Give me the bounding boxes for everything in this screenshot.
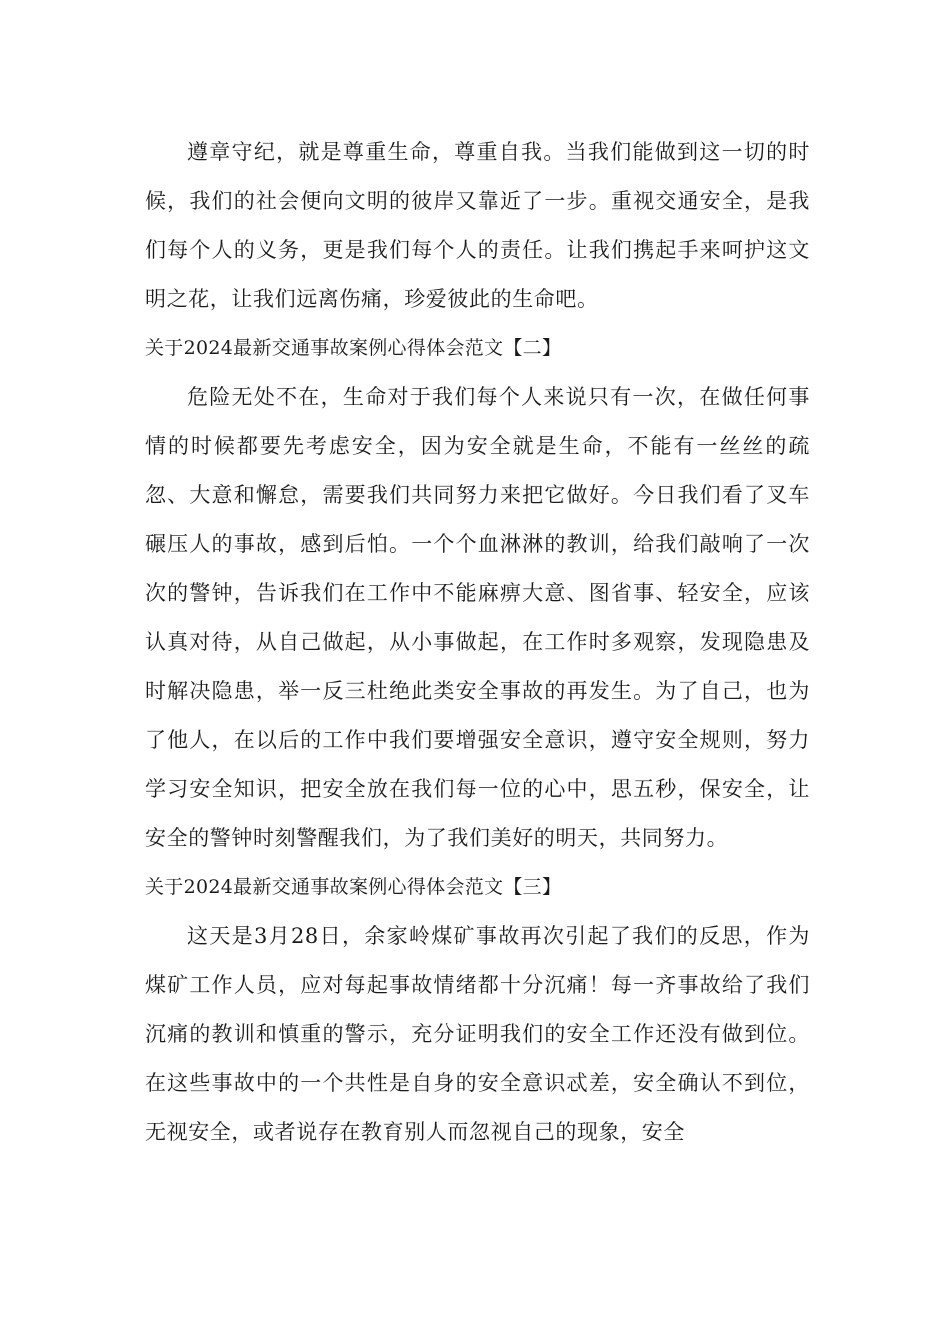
paragraph-2: 危险无处不在，生命对于我们每个人来说只有一次，在做任何事情的时候都要先考虑安全，因为安全就是生命，不能有一丝丝的疏忽、大意和懈怠，需要我们共同努力来把它做好。今日我们看了叉车碾压人的事故，感到后怕。一个个血淋淋的教训，给我们敲响了一次次的警钟，告诉我们在工作中不能麻痹大意、图省事、轻安全，应该认真对待，从自己做起，从小事做起，在工作时多观察，发现隐患及时解决隐患，举一反三杜绝此类安全事故的再发生。为了自己，也为了他人，在以后的工作中我们要增强安全意识，遵守安全规则，努力学习安全知识，把安全放在我们每一位的心中，思五秒，保安全，让安全的警钟时刻警醒我们，为了我们美好的明天，共同努力。 (145, 385, 810, 850)
paragraph-3: 这天是3月28日，余家岭煤矿事故再次引起了我们的反思，作为煤矿工作人员，应对每起事故情绪都十分沉痛！每一齐事故给了我们沉痛的教训和慎重的警示，充分证明我们的安全工作还没有做到位。在这些事故中的一个共性是自身的安全意识忒差，安全确认不到位，无视安全，或者说存在教育别人而忽视自己的现象，安全 (145, 924, 810, 1144)
section-heading-3: 关于2024最新交通事故案例心得体会范文【三】 (145, 876, 562, 898)
document-body (145, 128, 810, 1157)
paragraph-1: 遵章守纪，就是尊重生命，尊重自我。当我们能做到这一切的时候，我们的社会便向文明的彼岸又靠近了一步。重视交通安全，是我们每个人的义务，更是我们每个人的责任。让我们携起手来呵护这文明之花，让我们远离伤痛，珍爱彼此的生命吧。 (145, 140, 810, 311)
section-heading-2: 关于2024最新交通事故案例心得体会范文【二】 (145, 337, 562, 359)
